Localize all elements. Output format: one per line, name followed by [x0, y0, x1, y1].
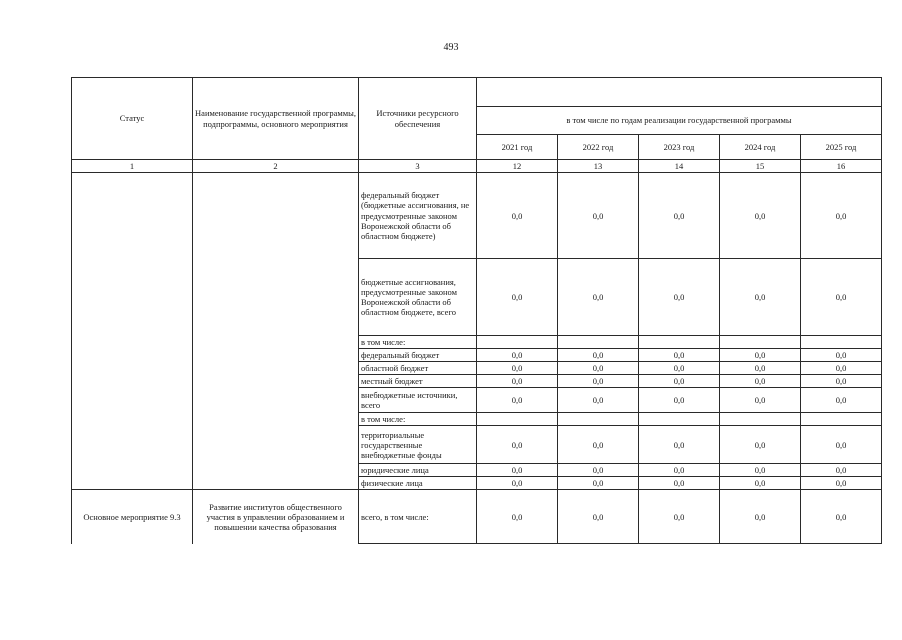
value-cell	[639, 413, 720, 426]
header-blank	[477, 78, 882, 107]
source-label: федеральный бюджет	[359, 349, 477, 362]
name-cell-empty	[193, 173, 359, 490]
source-label: в том числе:	[359, 336, 477, 349]
value-cell: 0,0	[639, 490, 720, 544]
value-cell: 0,0	[558, 349, 639, 362]
value-cell: 0,0	[639, 426, 720, 464]
source-label: в том числе:	[359, 413, 477, 426]
value-cell: 0,0	[720, 490, 801, 544]
header-year: 2024 год	[720, 135, 801, 160]
column-number: 15	[720, 160, 801, 173]
header-year: 2021 год	[477, 135, 558, 160]
value-cell	[477, 336, 558, 349]
header-row-top	[72, 78, 882, 107]
value-cell: 0,0	[720, 375, 801, 388]
value-cell: 0,0	[720, 426, 801, 464]
value-cell: 0,0	[720, 362, 801, 375]
value-cell: 0,0	[477, 259, 558, 336]
column-number-row	[72, 160, 882, 173]
value-cell: 0,0	[801, 173, 882, 259]
source-label: бюджетные ассигнования, предусмотренные законом Воронежской области об областном бюджете, всего	[359, 259, 477, 336]
value-cell: 0,0	[801, 375, 882, 388]
resource-table	[71, 77, 882, 544]
activity-name: Развитие институтов общественного участия в управлении образованием и повышении качества образования	[193, 490, 359, 544]
value-cell: 0,0	[558, 375, 639, 388]
column-number: 3	[359, 160, 477, 173]
value-cell: 0,0	[558, 173, 639, 259]
value-cell: 0,0	[477, 388, 558, 413]
value-cell: 0,0	[720, 464, 801, 477]
activity-status: Основное мероприятие 9.3	[72, 490, 193, 544]
value-cell: 0,0	[558, 426, 639, 464]
value-cell: 0,0	[558, 362, 639, 375]
value-cell: 0,0	[639, 388, 720, 413]
value-cell: 0,0	[558, 259, 639, 336]
value-cell: 0,0	[639, 362, 720, 375]
value-cell: 0,0	[558, 490, 639, 544]
source-label: физические лица	[359, 477, 477, 490]
page-number: 493	[443, 42, 459, 53]
value-cell: 0,0	[720, 477, 801, 490]
value-cell	[477, 413, 558, 426]
source-label: территориальные государственные внебюджетные фонды	[359, 426, 477, 464]
source-label: областной бюджет	[359, 362, 477, 375]
table-row	[72, 173, 882, 259]
value-cell: 0,0	[477, 464, 558, 477]
value-cell: 0,0	[477, 490, 558, 544]
value-cell: 0,0	[801, 490, 882, 544]
value-cell	[639, 336, 720, 349]
value-cell: 0,0	[720, 388, 801, 413]
value-cell: 0,0	[558, 464, 639, 477]
column-number: 12	[477, 160, 558, 173]
source-label: юридические лица	[359, 464, 477, 477]
value-cell: 0,0	[639, 259, 720, 336]
value-cell: 0,0	[477, 362, 558, 375]
column-number: 1	[72, 160, 193, 173]
value-cell: 0,0	[639, 464, 720, 477]
value-cell: 0,0	[639, 173, 720, 259]
column-number: 2	[193, 160, 359, 173]
value-cell	[801, 413, 882, 426]
header-name: Наименование государственной программы, подпрограммы, основного мероприятия	[193, 78, 359, 160]
column-number: 16	[801, 160, 882, 173]
value-cell: 0,0	[720, 349, 801, 362]
value-cell: 0,0	[801, 362, 882, 375]
value-cell: 0,0	[801, 259, 882, 336]
value-cell: 0,0	[639, 349, 720, 362]
column-number: 13	[558, 160, 639, 173]
header-year: 2025 год	[801, 135, 882, 160]
source-label: местный бюджет	[359, 375, 477, 388]
value-cell: 0,0	[720, 173, 801, 259]
value-cell: 0,0	[801, 464, 882, 477]
value-cell	[801, 336, 882, 349]
source-label: внебюджетные источники, всего	[359, 388, 477, 413]
activity-row	[72, 490, 882, 544]
value-cell: 0,0	[801, 426, 882, 464]
source-label: федеральный бюджет (бюджетные ассигнования, не предусмотренные законом Воронежской области об областном бюджете)	[359, 173, 477, 259]
value-cell: 0,0	[801, 388, 882, 413]
value-cell	[558, 336, 639, 349]
value-cell: 0,0	[477, 349, 558, 362]
value-cell	[720, 413, 801, 426]
value-cell: 0,0	[801, 477, 882, 490]
activity-total-label: всего, в том числе:	[359, 490, 477, 544]
value-cell: 0,0	[720, 259, 801, 336]
column-number: 14	[639, 160, 720, 173]
header-year: 2023 год	[639, 135, 720, 160]
value-cell: 0,0	[558, 388, 639, 413]
value-cell: 0,0	[477, 477, 558, 490]
value-cell: 0,0	[639, 477, 720, 490]
status-cell-empty	[72, 173, 193, 490]
header-sources: Источники ресурсного обеспечения	[359, 78, 477, 160]
value-cell: 0,0	[477, 426, 558, 464]
value-cell: 0,0	[639, 375, 720, 388]
header-by-years: в том числе по годам реализации государственной программы	[477, 107, 882, 135]
header-year: 2022 год	[558, 135, 639, 160]
header-status: Статус	[72, 78, 193, 160]
value-cell: 0,0	[558, 477, 639, 490]
value-cell: 0,0	[801, 349, 882, 362]
value-cell: 0,0	[477, 375, 558, 388]
value-cell	[720, 336, 801, 349]
value-cell: 0,0	[477, 173, 558, 259]
value-cell	[558, 413, 639, 426]
